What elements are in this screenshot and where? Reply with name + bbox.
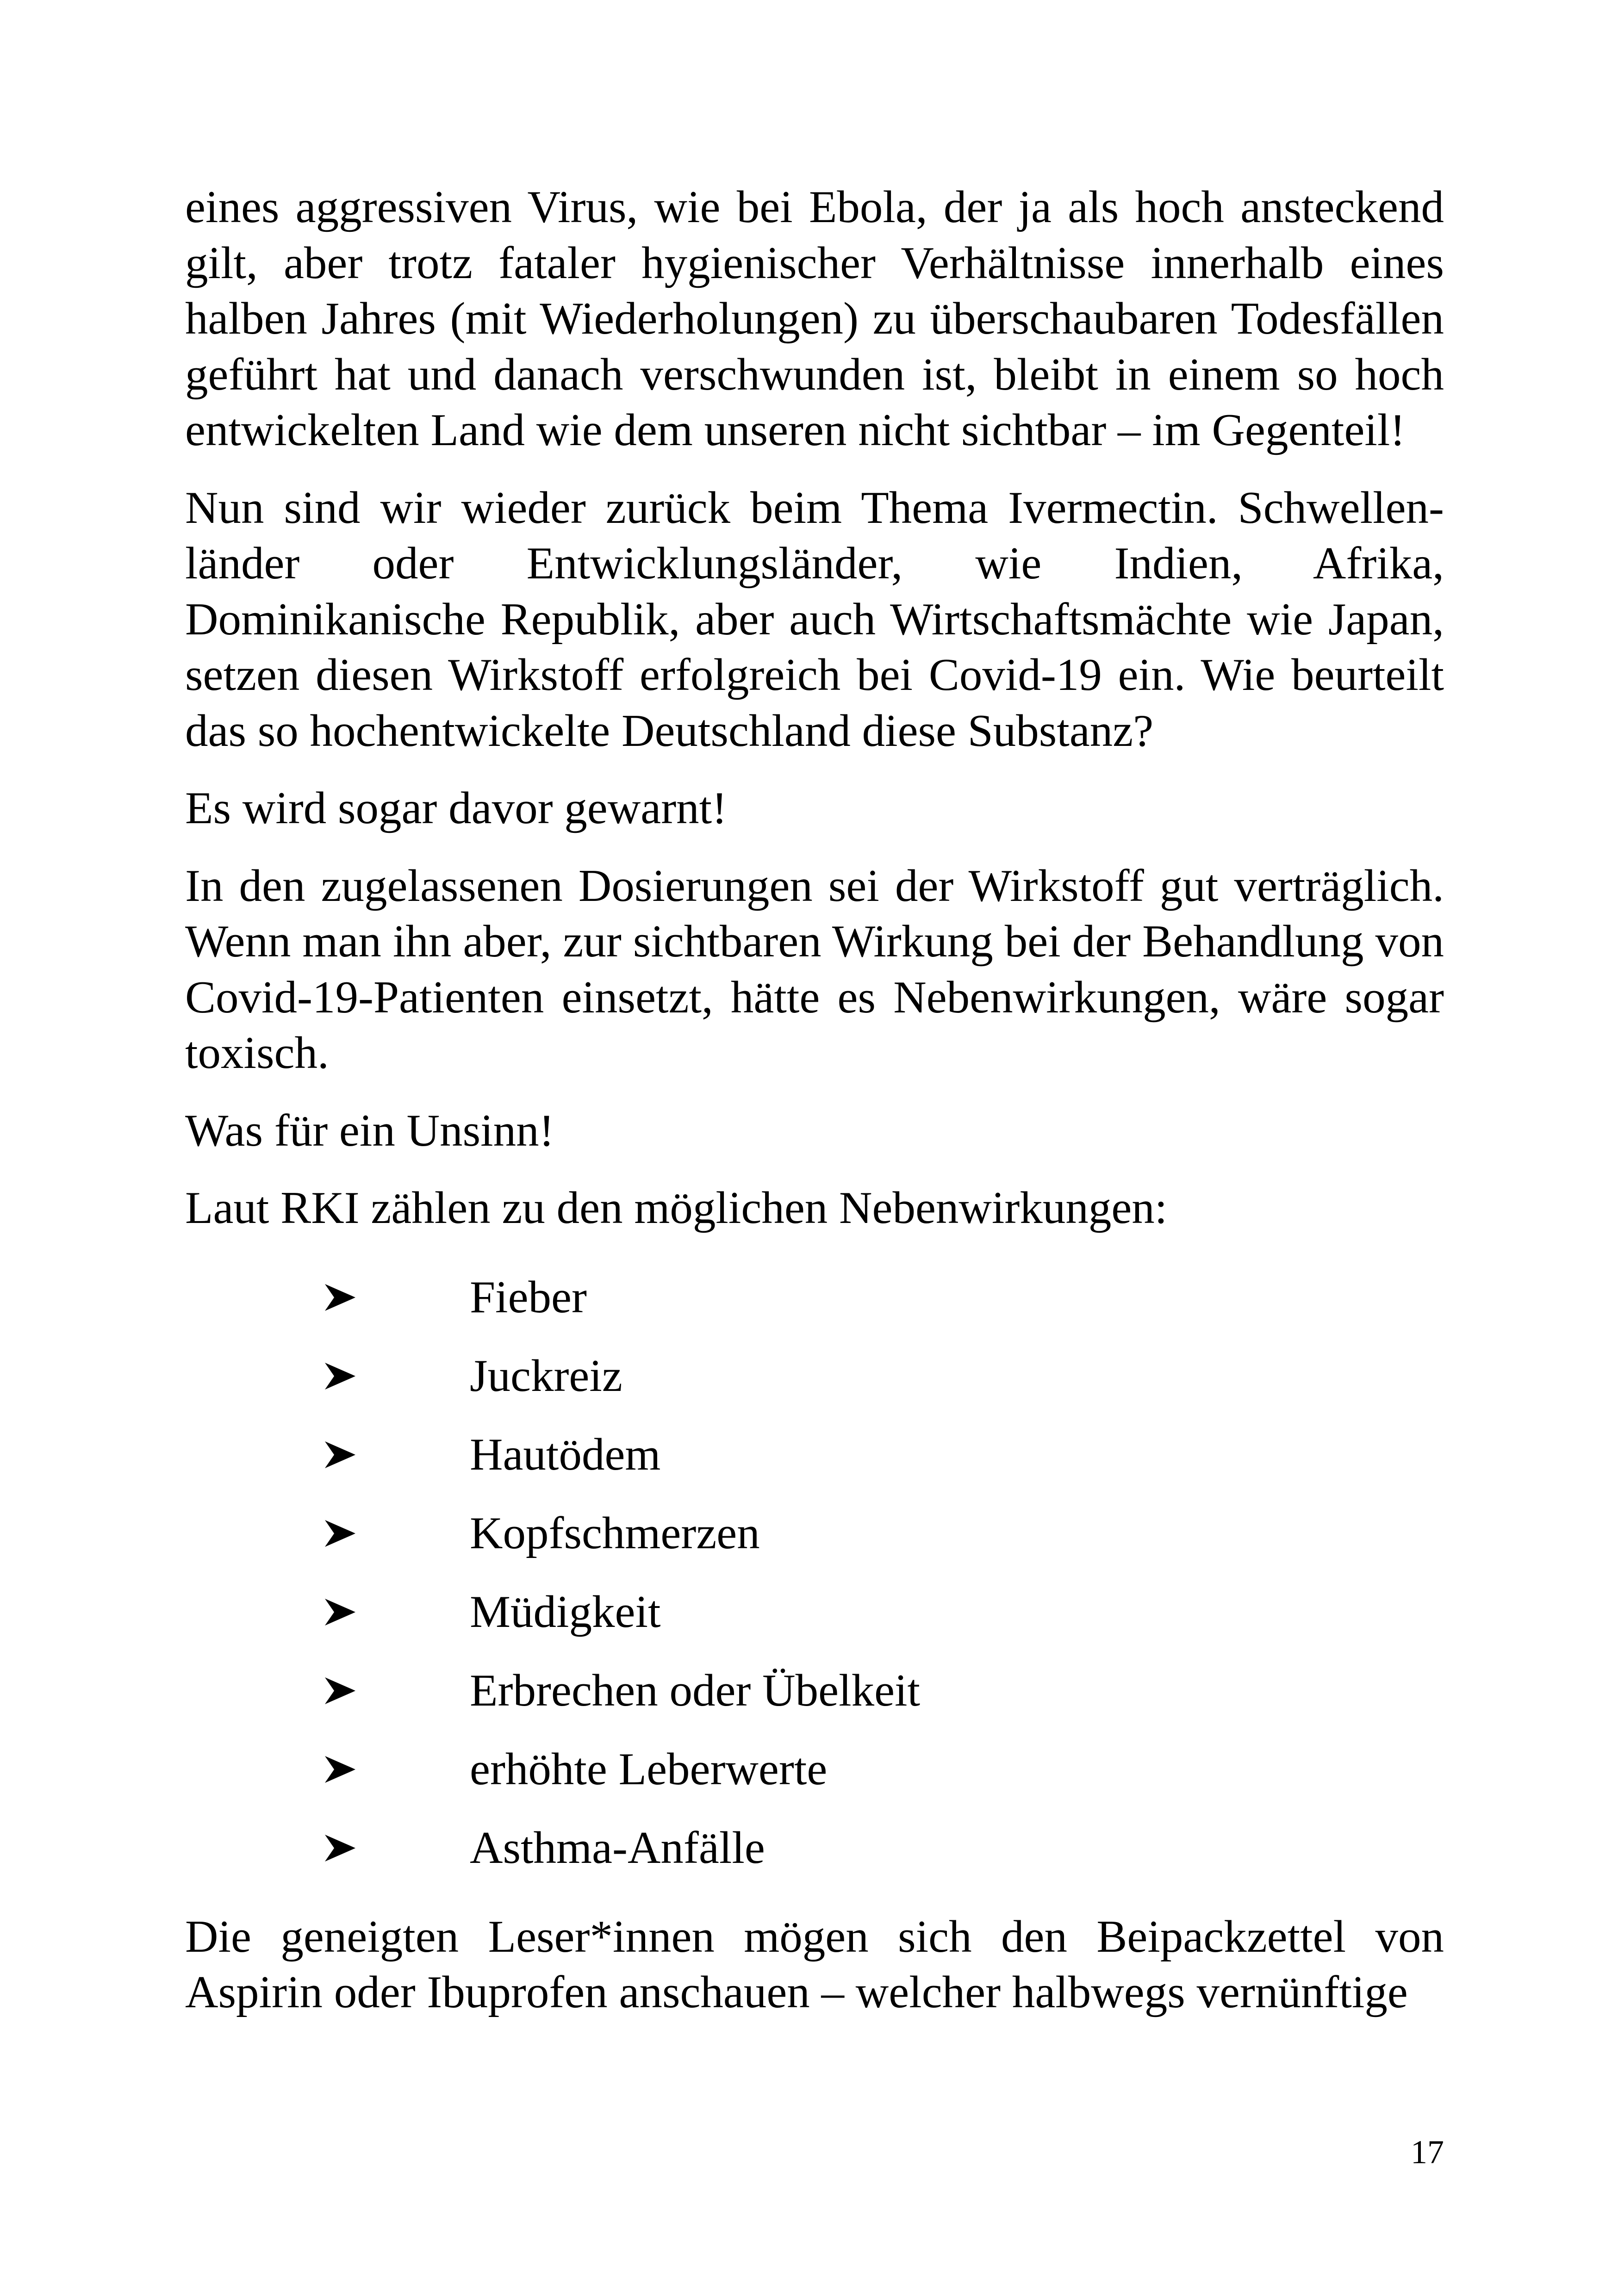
list-item-label: Hautödem [470,1429,661,1480]
side-effects-list [185,1258,1444,1887]
arrowhead-bullet-icon [324,1598,386,1626]
list-item [185,1337,1444,1415]
list-item [185,1415,1444,1494]
paragraph-rki-intro: Laut RKI zählen zu den möglichen Nebenwirkungen: [185,1183,1168,1233]
list-item [185,1730,1444,1809]
list-item-label: Fieber [470,1272,587,1322]
paragraph-nonsense: Was für ein Unsinn! [185,1105,554,1156]
arrowhead-bullet-icon [324,1283,386,1312]
list-item-label: erhöhte Leberwerte [470,1744,828,1794]
arrowhead-bullet-icon [324,1755,386,1784]
list-item [185,1573,1444,1651]
list-item-label: Asthma-Anfälle [470,1822,765,1873]
list-item-label: Kopfschmerzen [470,1508,760,1558]
list-item [185,1809,1444,1887]
paragraph-ivermectin: Nun sind wir wieder zurück beim Thema Ivermectin. Schwellen-länder oder Entwicklungsländer, wie Indien, Afrika, Dominikanische Republik, aber auch Wirtschaftsmächte wie Japan, setzen diesen Wirkstoff erfolgreich bei Covid-19 ein. Wie beurteilt das so hochentwickelte Deutschland diese Substanz? [185,482,1444,756]
paragraph-ebola-comparison: eines aggressiven Virus, wie bei Ebola, der ja als hoch ansteckend gilt, aber trotz fataler hygienischer Verhältnisse innerhalb eines halben Jahres (mit Wiederholungen) zu überschaubaren Todesfällen geführt hat und danach verschwunden ist, bleibt in einem so hoch entwickelten Land wie dem unseren nicht sichtbar – im Gegenteil! [185,182,1444,455]
page-body [185,180,1444,2042]
list-item [185,1258,1444,1337]
arrowhead-bullet-icon [324,1440,386,1469]
arrowhead-bullet-icon [324,1362,386,1390]
arrowhead-bullet-icon [324,1834,386,1862]
list-item-label: Erbrechen oder Übelkeit [470,1665,921,1716]
paragraph-closing: Die geneigten Leser*innen mögen sich den Beipackzettel von Aspirin oder Ibuprofen anschauen – welcher halbwegs vernünftige [185,1911,1444,2017]
arrowhead-bullet-icon [324,1676,386,1705]
page-number: 17 [1411,2134,1444,2171]
list-item-label: Müdigkeit [470,1586,661,1637]
list-item [185,1651,1444,1730]
list-item [185,1494,1444,1573]
list-item-label: Juckreiz [470,1350,622,1401]
paragraph-warning: Es wird sogar davor gewarnt! [185,783,728,833]
paragraph-dosage: In den zugelassenen Dosierungen sei der Wirkstoff gut verträglich. Wenn man ihn aber, zur sichtbaren Wirkung bei der Behandlung von Covid-19-Patienten einsetzt, hätte es Nebenwirkungen, wäre sogar toxisch. [185,860,1444,1078]
arrowhead-bullet-icon [324,1519,386,1548]
